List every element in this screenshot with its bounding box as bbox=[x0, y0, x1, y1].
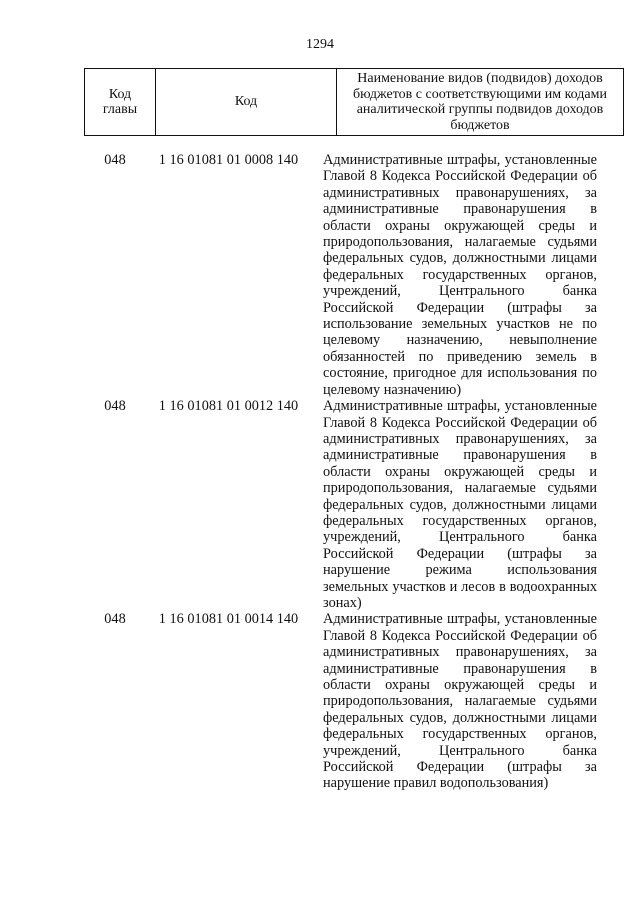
row-name-line: нарушение правил водопользования) bbox=[323, 775, 549, 792]
row-name-line: Главой 8 Кодекса Российской Федерации об bbox=[323, 627, 597, 644]
row-name-line: области охраны окружающей среды и bbox=[323, 217, 597, 234]
row-name bbox=[323, 611, 597, 791]
row-name-line: состояние, пригодное для использования по bbox=[323, 365, 597, 382]
row-name-line: федеральных судов, должностными лицами bbox=[323, 496, 597, 513]
row-name-line: целевому назначению) bbox=[323, 381, 462, 398]
row-name-line: природопользования, налагаемые судьями bbox=[323, 234, 597, 251]
entries-list bbox=[84, 152, 596, 792]
row-name-line: Российской Федерации (штрафы за bbox=[323, 299, 597, 316]
row-chapter-code: 048 bbox=[104, 611, 126, 628]
row-name-line: административных правонарушениях, за bbox=[323, 430, 597, 447]
row-name bbox=[323, 152, 597, 398]
row-name-line: Административные штрафы, установленные bbox=[323, 398, 597, 415]
page-number: 1294 bbox=[306, 37, 334, 52]
row-name-line: области охраны окружающей среды и bbox=[323, 463, 597, 480]
table-header bbox=[84, 68, 624, 136]
row-name-line: Главой 8 Кодекса Российской Федерации об bbox=[323, 414, 597, 431]
row-name-line: природопользования, налагаемые судьями bbox=[323, 480, 597, 497]
row-name-line: административные правонарушения в bbox=[323, 447, 597, 464]
row-chapter-code: 048 bbox=[104, 152, 126, 168]
row-name-line: учреждений, Центрального банка bbox=[323, 529, 597, 546]
row-name-line: целевому назначению, невыполнение bbox=[323, 332, 597, 349]
row-name-line: земельных участков и лесов в водоохранных bbox=[323, 578, 597, 595]
row-name-line: природопользования, налагаемые судьями bbox=[323, 693, 597, 710]
table-row bbox=[84, 398, 596, 611]
row-name-line: учреждений, Центрального банка bbox=[323, 283, 597, 300]
row-name-line: Административные штрафы, установленные bbox=[323, 611, 597, 628]
table-row bbox=[84, 152, 596, 398]
row-name-line: Административные штрафы, установленные bbox=[323, 152, 597, 168]
header-chapter-code: Код главы bbox=[85, 69, 156, 136]
row-name bbox=[323, 398, 597, 611]
row-name-line: административных правонарушениях, за bbox=[323, 184, 597, 201]
row-name-line: федеральных государственных органов, bbox=[323, 512, 597, 529]
row-code: 1 16 01081 01 0014 140 bbox=[158, 611, 299, 628]
row-name-line: Российской Федерации (штрафы за bbox=[323, 759, 597, 776]
row-name-line: использование земельных участков не по bbox=[323, 316, 597, 333]
row-code: 1 16 01081 01 0012 140 bbox=[158, 398, 299, 415]
row-chapter-code: 048 bbox=[104, 398, 126, 415]
row-code: 1 16 01081 01 0008 140 bbox=[158, 152, 299, 168]
row-name-line: административные правонарушения в bbox=[323, 201, 597, 218]
row-name-line: федеральных судов, должностными лицами bbox=[323, 709, 597, 726]
row-name-line: учреждений, Центрального банка bbox=[323, 742, 597, 759]
row-name-line: административных правонарушениях, за bbox=[323, 644, 597, 661]
row-name-line: административные правонарушения в bbox=[323, 660, 597, 677]
row-name-line: области охраны окружающей среды и bbox=[323, 677, 597, 693]
row-name-line: федеральных государственных органов, bbox=[323, 726, 597, 743]
row-name-line: нарушение режима использования bbox=[323, 562, 597, 579]
row-name-line: федеральных судов, должностными лицами bbox=[323, 250, 597, 267]
header-name: Наименование видов (подвидов) доходов бюджетов с соответствующими им кодами аналитической группы подвидов доходов бюджетов bbox=[337, 69, 624, 136]
row-name-line: Главой 8 Кодекса Российской Федерации об bbox=[323, 168, 597, 185]
row-name-line: зонах) bbox=[323, 594, 362, 611]
row-name-line: федеральных государственных органов, bbox=[323, 266, 597, 283]
row-name-line: Российской Федерации (штрафы за bbox=[323, 545, 597, 562]
table-row bbox=[84, 611, 596, 791]
row-name-line: обязанностей по приведению земель в bbox=[323, 348, 597, 365]
header-code: Код bbox=[156, 69, 337, 136]
